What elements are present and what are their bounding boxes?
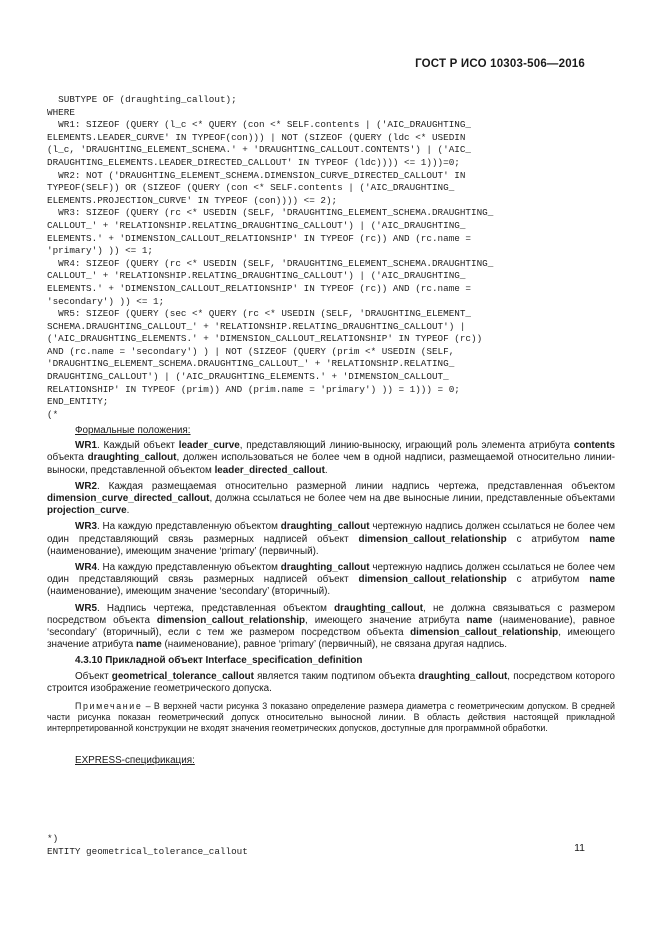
code-line: DRAUGHTING_CALLOUT') | ('AIC_DRAUGHTING_ELEMENTS.' + 'DIMENSION_CALLOUT_: [47, 371, 449, 383]
text-run: , должен использоваться не более чем в одной надписи, размещаемой относительно линии-выноски, представленной объектом: [47, 452, 616, 476]
text-run: является таким подтипом объекта: [253, 670, 419, 682]
code-line: *): [47, 833, 59, 844]
section-heading: 4.3.10 Прикладной объект Interface_specification_definition: [75, 655, 363, 667]
code-line: ELEMENTS.PROJECTION_CURVE' IN TYPEOF (con)))) <= 2);: [47, 194, 338, 206]
text-run: , не должна связываться с размером посредством объекта: [47, 602, 616, 626]
bold-term: contents: [573, 440, 615, 452]
bold-term: name: [589, 533, 615, 545]
bold-term: dimension_callout_relationship: [358, 533, 507, 545]
text-run: , имеющего значение атрибута: [47, 627, 616, 651]
bold-term: geometrical_tolerance_callout: [111, 670, 254, 682]
bold-term: dimension_callout_relationship: [410, 627, 559, 639]
bold-term: projection_curve: [47, 505, 127, 517]
bold-term: leader_directed_callout: [214, 464, 325, 476]
text-run: (наименование), имеющим значение ‘secondary’ (вторичный).: [47, 586, 331, 598]
code-line: ('AIC_DRAUGHTING_ELEMENTS.' + 'DIMENSION_CALLOUT_RELATIONSHIP' IN TYPEOF (rc)): [47, 333, 483, 345]
code-line: ELEMENTS.' + 'DIMENSION_CALLOUT_RELATIONSHIP' IN TYPEOF (rc)) AND (rc.name =: [47, 282, 472, 294]
bold-term: dimension_callout_relationship: [358, 574, 507, 586]
rule-wr3: [47, 521, 615, 558]
bold-term: name: [589, 574, 615, 586]
rule-wr4: [47, 562, 615, 599]
code-line: 'primary') )) <= 1;: [47, 245, 154, 257]
document-header: ГОСТ Р ИСО 10303-506—2016: [415, 58, 585, 70]
code-line: (*: [47, 408, 59, 420]
text-run: с атрибутом: [506, 533, 590, 545]
rule-wr2: [47, 481, 615, 518]
code-line: TYPEOF(SELF)) OR (SIZEOF (QUERY (con <* SELF.contents | ('AIC_DRAUGHTING_: [47, 182, 455, 194]
rule-wr5: [47, 603, 615, 652]
bold-term: WR1: [75, 440, 97, 452]
bold-term: draughting_callout: [87, 452, 177, 464]
bold-term: draughting_callout: [280, 521, 370, 533]
text-run: , посредством которого строится изображение геометрического допуска.: [47, 670, 615, 694]
bold-term: leader_curve: [178, 440, 240, 452]
bold-term: name: [135, 639, 162, 651]
bold-term: draughting_callout: [280, 562, 370, 574]
text-run: , представляющий линию-выноску, играющий роль элемента атрибута: [239, 440, 574, 452]
code-line: WR3: SIZEOF (QUERY (rc <* USEDIN (SELF, 'DRAUGHTING_ELEMENT_SCHEMA.DRAUGHTING_: [47, 207, 494, 219]
code-line: DRAUGHTING_ELEMENTS.LEADER_DIRECTED_CALLOUT' IN TYPEOF (ldc)))) <= 1)))=0;: [47, 156, 460, 168]
formal-provisions-heading: Формальные положения:: [75, 425, 191, 436]
text-run: (наименование), имеющим значение ‘primary’ (первичный).: [47, 545, 319, 557]
text-run: , имеющего значение атрибута: [305, 614, 467, 626]
text-run: . Каждый объект: [96, 440, 179, 452]
bold-term: WR5: [75, 602, 97, 614]
code-line: RELATIONSHIP' IN TYPEOF (prim)) AND (prim.name = 'primary') )) = 1))) = 0;: [47, 383, 460, 395]
text-run: . На каждую представленную объектом: [96, 562, 281, 574]
section-paragraph: [47, 671, 615, 695]
code-line: SUBTYPE OF (draughting_callout);: [47, 94, 237, 105]
rules-list: [47, 440, 615, 651]
bold-term: WR4: [75, 562, 97, 574]
code-line: CALLOUT_' + 'RELATIONSHIP.RELATING_DRAUGHTING_CALLOUT') | ('AIC_DRAUGHTING_: [47, 270, 466, 282]
code-line: ENTITY geometrical_tolerance_callout: [47, 845, 248, 857]
text-run: объекта: [47, 452, 88, 464]
page-number: 11: [574, 842, 585, 854]
code-line: WR2: NOT ('DRAUGHTING_ELEMENT_SCHEMA.DIMENSION_CURVE_DIRECTED_CALLOUT' IN: [47, 169, 466, 181]
express-heading: EXPRESS-спецификация:: [75, 754, 195, 766]
bold-term: draughting_callout: [418, 670, 508, 682]
text-run: , должна ссылаться не более чем на две выносные линии, представленные объектами: [209, 493, 615, 505]
code-line: 'DRAUGHTING_ELEMENT_SCHEMA.DRAUGHTING_CALLOUT_' + 'RELATIONSHIP.RELATING_: [47, 358, 455, 370]
bold-term: WR3: [75, 521, 97, 533]
text-run: . На каждую представленную объектом: [96, 521, 281, 533]
bold-term: name: [466, 614, 493, 626]
express-code-tail: [47, 833, 607, 858]
code-line: WR4: SIZEOF (QUERY (rc <* USEDIN (SELF, 'DRAUGHTING_ELEMENT_SCHEMA.DRAUGHTING_: [47, 257, 494, 269]
bold-term: dimension_callout_relationship: [156, 614, 306, 626]
bold-term: WR2: [75, 480, 97, 492]
rule-wr1: [47, 440, 615, 477]
text-run: с атрибутом: [506, 574, 590, 586]
note-label: Примечание: [75, 701, 143, 712]
text-run: . Надпись чертежа, представленная объектом: [96, 602, 335, 614]
express-code-block: [47, 94, 607, 421]
text-run: чертежную надпись должен ссылаться не более чем один представляющий связь размерных надписей объект: [47, 521, 615, 545]
bold-term: dimension_curve_directed_callout: [47, 493, 210, 505]
code-line: END_ENTITY;: [47, 396, 109, 408]
note-text: – В верхней части рисунка 3 показано определение размера диаметра с геометрическим допуском. В средней части рисунка показан геометрический допуск относительно выносной линии. В область действия настоящей прикладной интерпретированной конструкции не входят значения геометрических допусков, доступные для программной обработки.: [47, 701, 615, 734]
text-run: .: [324, 464, 328, 476]
text-run: . Каждая размещаемая относительно размерной линии надпись чертежа, представленная объектом: [96, 480, 615, 492]
code-line: ELEMENTS.LEADER_CURVE' IN TYPEOF(con))) | NOT (SIZEOF (QUERY (ldc <* USEDIN: [47, 131, 466, 143]
code-line: 'secondary') )) <= 1;: [47, 295, 165, 307]
code-line: AND (rc.name = 'secondary') ) | NOT (SIZEOF (QUERY (prim <* USEDIN (SELF,: [47, 345, 455, 357]
text-run: чертежную надпись должен ссылаться не более чем один представляющий связь размерных надписей объект: [47, 562, 615, 586]
code-line: WR1: SIZEOF (QUERY (l_c <* QUERY (con <* SELF.contents | ('AIC_DRAUGHTING_: [47, 119, 472, 131]
text-run: (наименование), равное ‘secondary’ (вторичный), если с тем же размером посредством объекта: [47, 614, 615, 639]
code-line: SCHEMA.DRAUGHTING_CALLOUT_' + 'RELATIONSHIP.RELATING_DRAUGHTING_CALLOUT') |: [47, 320, 466, 332]
code-line: ELEMENTS.' + 'DIMENSION_CALLOUT_RELATIONSHIP' IN TYPEOF (rc)) AND (rc.name =: [47, 232, 472, 244]
code-line: CALLOUT_' + 'RELATIONSHIP.RELATING_DRAUGHTING_CALLOUT') | ('AIC_DRAUGHTING_: [47, 219, 466, 231]
bold-term: draughting_callout: [334, 602, 423, 614]
code-line: WHERE: [47, 106, 75, 118]
code-line: WR5: SIZEOF (QUERY (sec <* QUERY (rc <* USEDIN (SELF, 'DRAUGHTING_ELEMENT_: [47, 308, 472, 320]
text-run: (наименование), равное ‘primary’ (первичный), не связана другая надпись.: [161, 639, 508, 651]
formal-provisions: [47, 425, 615, 767]
code-line: (l_c, 'DRAUGHTING_ELEMENT_SCHEMA.' + 'DRAUGHTING_CALLOUT.CONTENTS') | ('AIC_: [47, 144, 472, 156]
note-paragraph: [47, 701, 615, 735]
text-run: .: [126, 505, 130, 517]
text-run: Объект: [75, 670, 112, 682]
